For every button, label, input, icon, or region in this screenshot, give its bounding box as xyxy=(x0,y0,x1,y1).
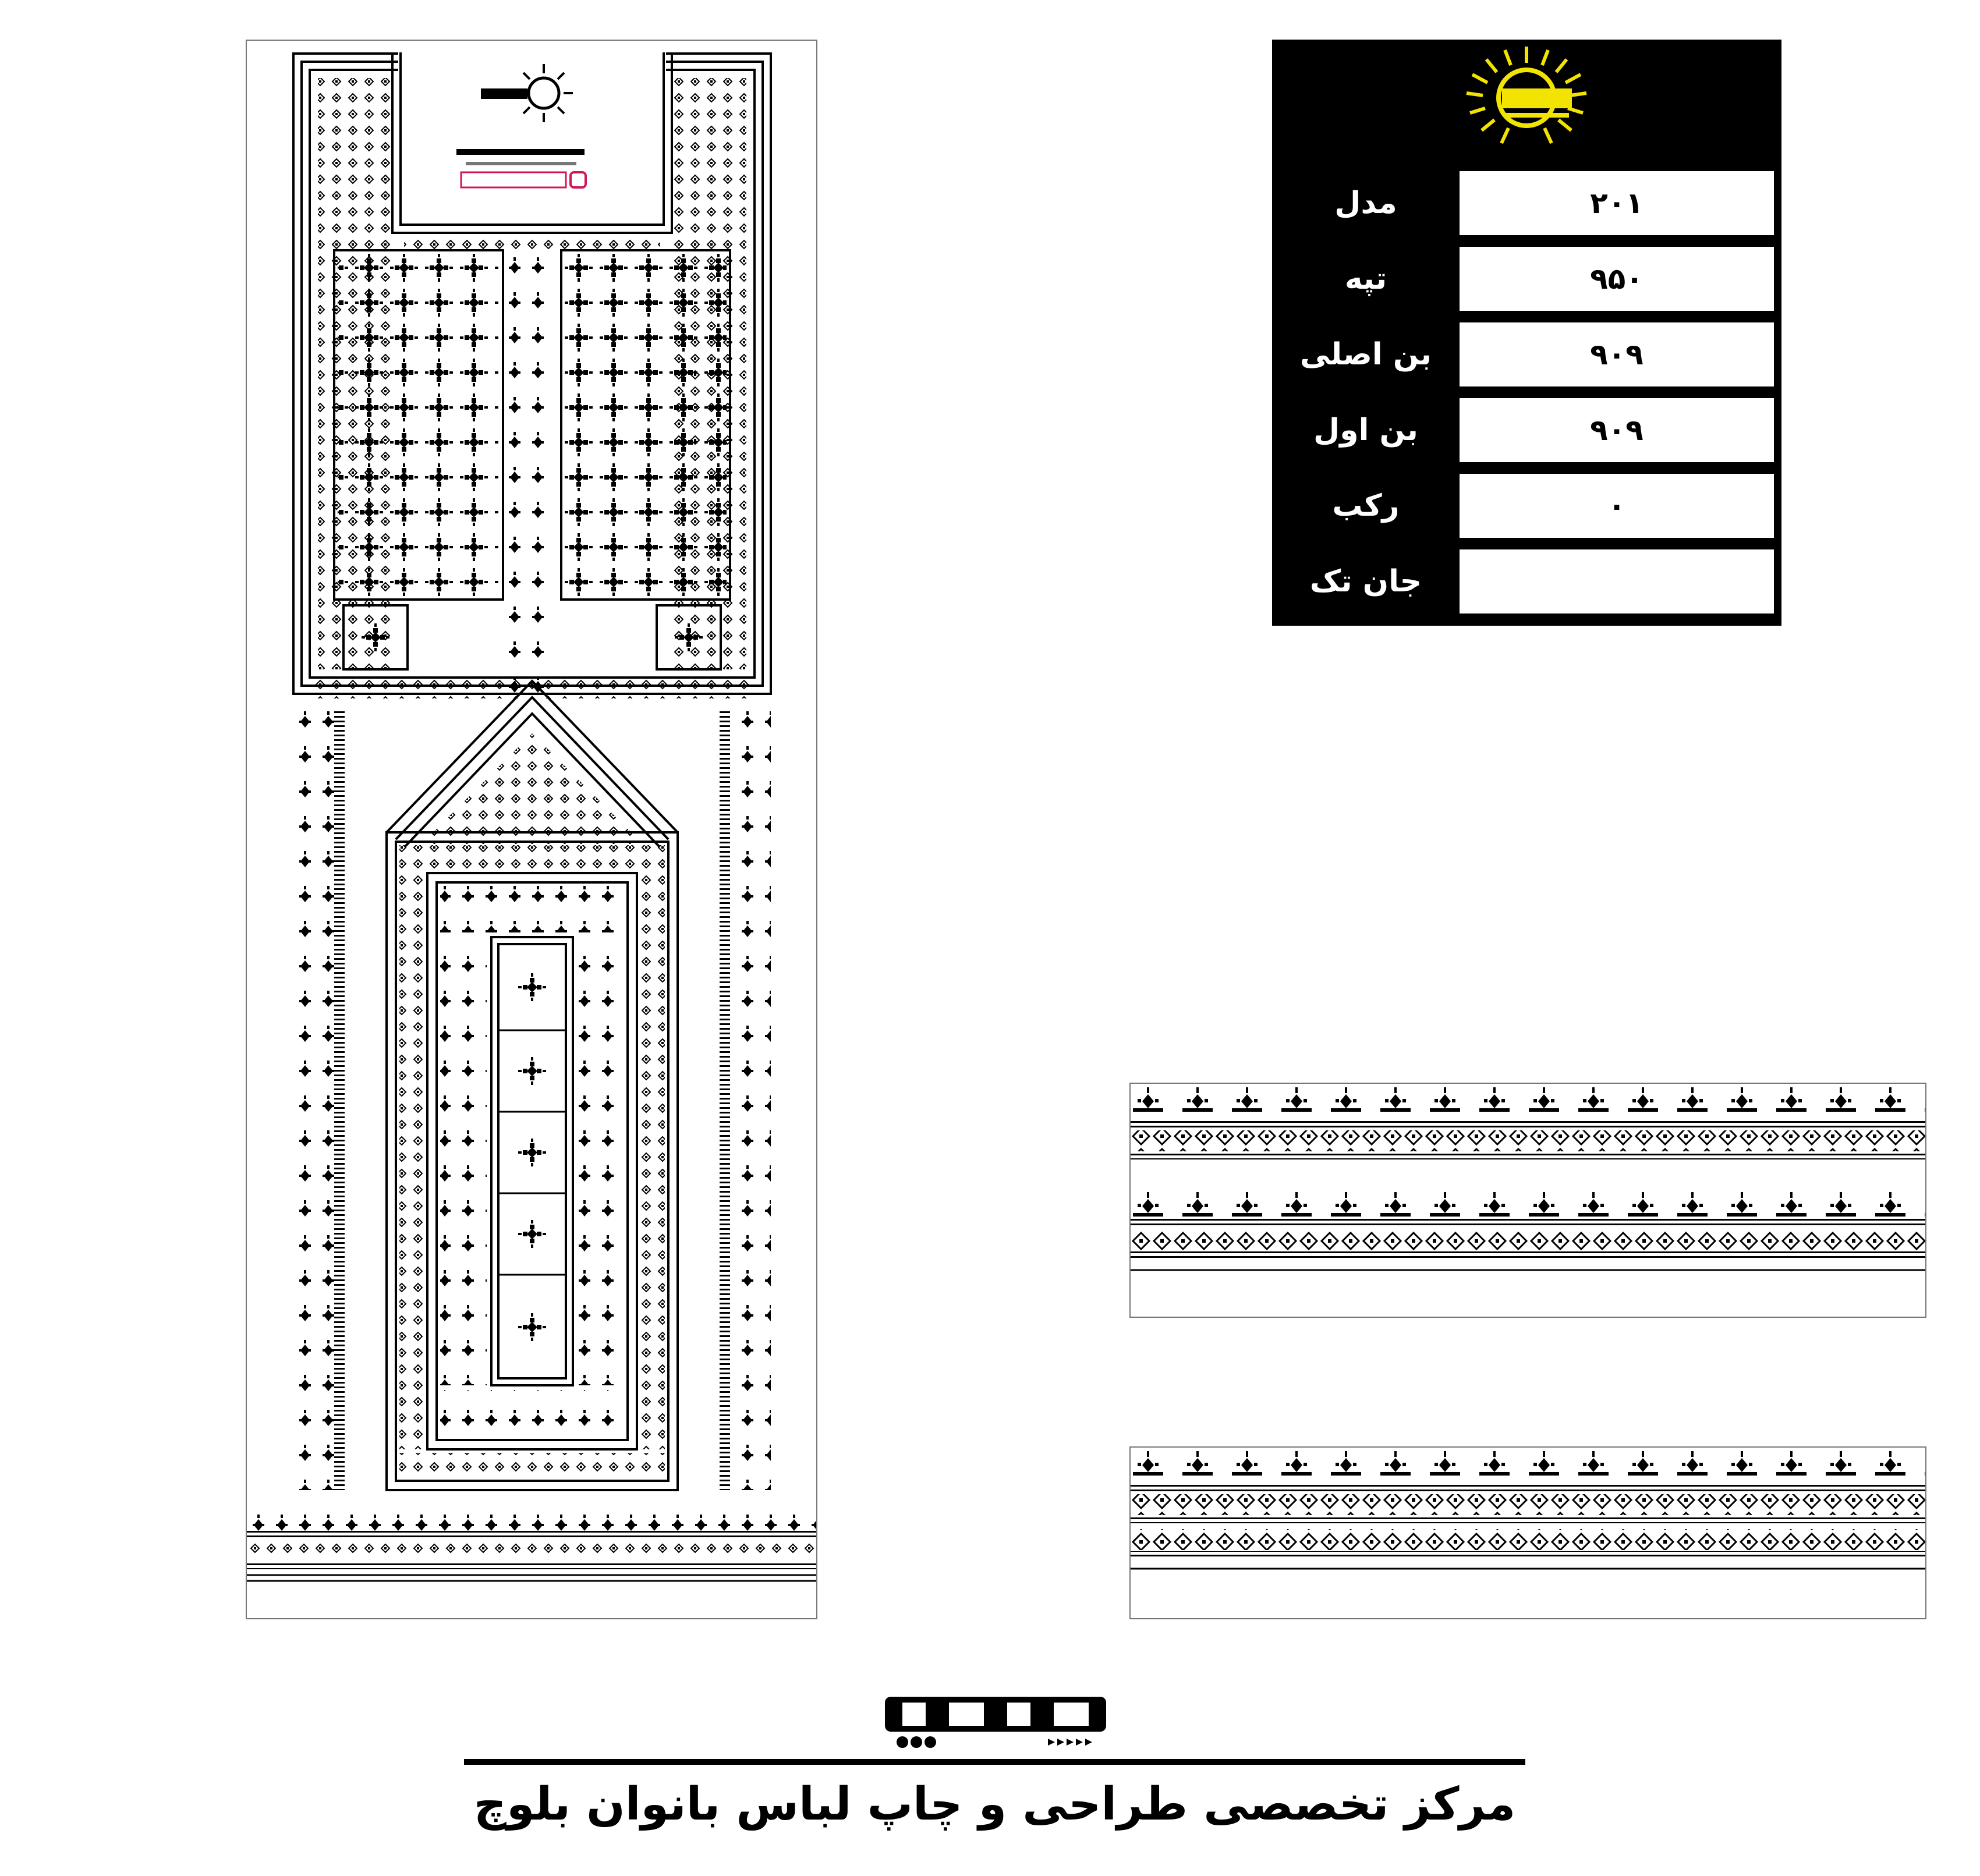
sun-logo-icon xyxy=(1272,40,1781,169)
spec-row-main-base xyxy=(1278,320,1776,389)
dress-pattern-panel xyxy=(246,40,817,1619)
brand-wordmark-icon xyxy=(879,1685,1112,1755)
spec-row-jan-tak xyxy=(1278,547,1776,616)
spec-row-first-base xyxy=(1278,396,1776,464)
footer-brand-logo xyxy=(879,1685,1112,1755)
spec-value: ۹۰۹ xyxy=(1460,322,1774,386)
spec-label: بن اول xyxy=(1278,396,1454,464)
spec-row-model xyxy=(1278,169,1776,237)
spec-value: ۹۵۰ xyxy=(1460,247,1774,311)
dress-pattern-art xyxy=(247,41,816,1618)
border-pattern-art xyxy=(1131,1084,1925,1317)
footer-divider xyxy=(464,1759,1525,1765)
spec-value: ۲۰۱ xyxy=(1460,171,1774,235)
spec-label: جان تک xyxy=(1278,547,1454,616)
border-pattern-art xyxy=(1131,1448,1925,1618)
spec-row-rekab xyxy=(1278,471,1776,540)
spec-label: مدل xyxy=(1278,169,1454,237)
spec-table xyxy=(1272,40,1781,626)
border-strip-single xyxy=(1129,1446,1926,1619)
footer-tagline: مرکز تخصصی طراحی و چاپ لباس بانوان بلوچ xyxy=(473,1778,1516,1831)
spec-row-tappeh xyxy=(1278,244,1776,313)
border-strip-double xyxy=(1129,1083,1926,1318)
spec-label: تپه xyxy=(1278,244,1454,313)
spec-value: ۹۰۹ xyxy=(1460,398,1774,462)
spec-label: رکب xyxy=(1278,471,1454,540)
brand-logo xyxy=(1272,40,1781,169)
spec-value: ۰ xyxy=(1460,474,1774,538)
spec-value xyxy=(1460,549,1774,613)
spec-label: بن اصلی xyxy=(1278,320,1454,389)
